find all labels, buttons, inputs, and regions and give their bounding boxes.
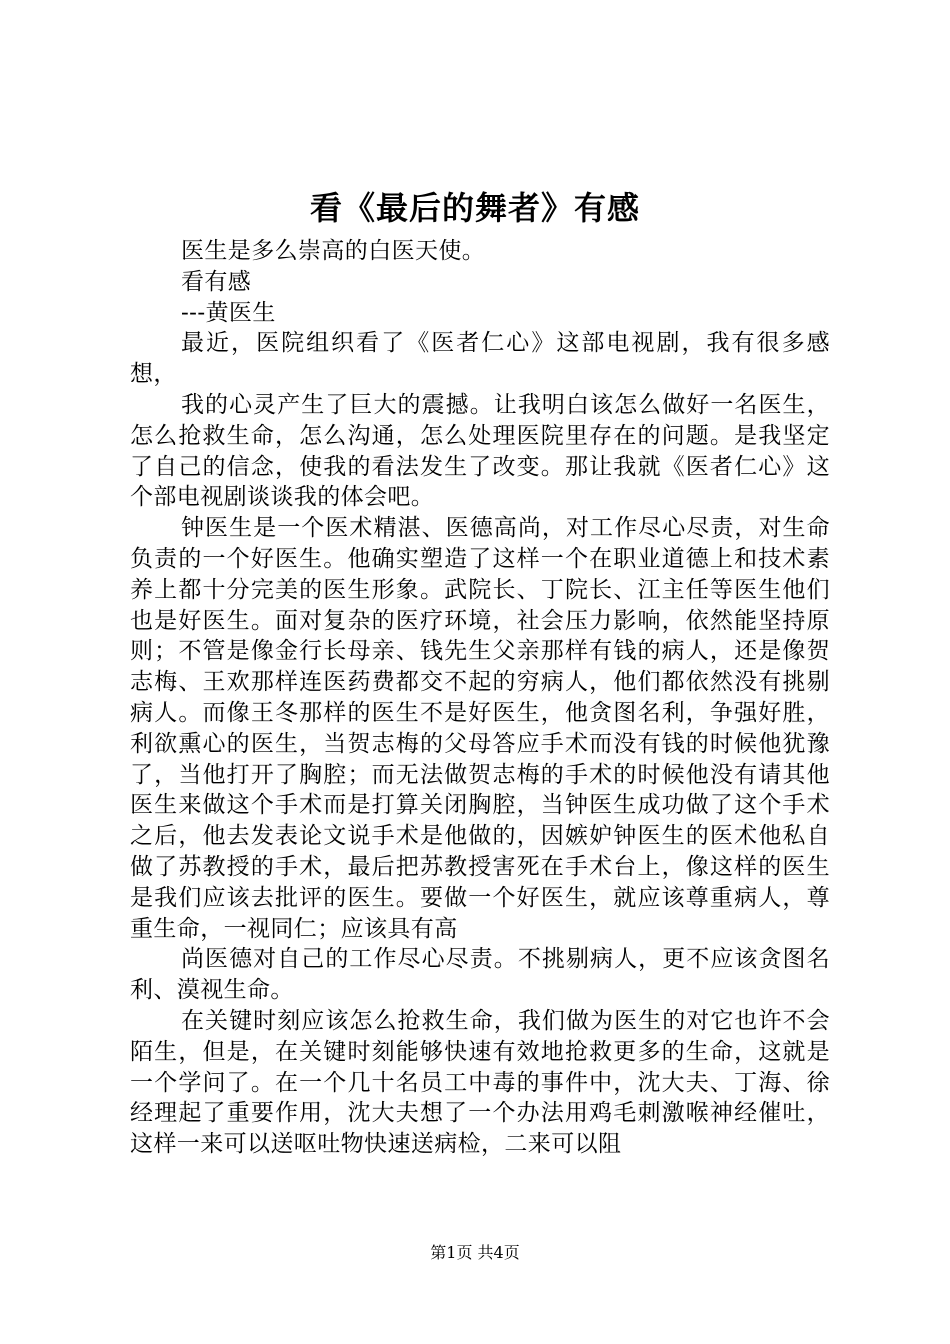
paragraph: 我的心灵产生了巨大的震撼。让我明白该怎么做好一名医生，怎么抢救生命，怎么沟通，怎么处理医院里存在的问题。是我坚定了自己的信念，使我的看法发生了改变。那让我就《医者仁心》这个部电视剧谈谈我的体会吧。 [130, 391, 830, 511]
paragraph: 钟医生是一个医术精湛、医德高尚，对工作尽心尽责，对生命负责的一个好医生。他确实塑造了这样一个在职业道德上和技术素养上都十分完美的医生形象。武院长、丁院长、江主任等医生他们也是好医生。面对复杂的医疗环境，社会压力影响，依然能坚持原则；不管是像金行长母亲、钱先生父亲那样有钱的病人，还是像贺志梅、王欢那样连医药费都交不起的穷病人，他们都依然没有挑剔病人。而像王冬那样的医生不是好医生，他贪图名利，争强好胜，利欲熏心的医生，当贺志梅的父母答应手术而没有钱的时候他犹豫了，当他打开了胸腔；而无法做贺志梅的手术的时候他没有请其他医生来做这个手术而是打算关闭胸腔，当钟医生成功做了这个手术之后，他去发表论文说手术是他做的，因嫉妒钟医生的医术他私自做了苏教授的手术，最后把苏教授害死在手术台上，像这样的医生是我们应该去批评的医生。要做一个好医生，就应该尊重病人，尊重生命，一视同仁；应该具有高 [130, 515, 830, 942]
paragraph: 尚医德对自己的工作尽心尽责。不挑剔病人，更不应该贪图名利、漠视生命。 [130, 946, 830, 1004]
paragraph: 最近，医院组织看了《医者仁心》这部电视剧，我有很多感想， [130, 330, 830, 388]
document-body [130, 236, 830, 1160]
paragraph: ---黄医生 [181, 299, 276, 326]
paragraph: 看有感 [181, 268, 252, 295]
paragraph: 医生是多么崇高的白医天使。 [181, 238, 486, 264]
document-title: 看《最后的舞者》有感 [309, 189, 640, 227]
paragraph: 在关键时刻应该怎么抢救生命，我们做为医生的对它也许不会陌生，但是，在关键时刻能够快速有效地抢救更多的生命，这就是一个学问了。在一个几十名员工中毒的事件中，沈大夫、丁海、徐经理起了重要作用，沈大夫想了一个办法用鸡毛刺激喉神经催吐，这样一来可以送呕吐物快速送病检，二来可以阻 [130, 1007, 830, 1158]
page-number-footer: 第1页 共4页 [430, 1243, 520, 1262]
